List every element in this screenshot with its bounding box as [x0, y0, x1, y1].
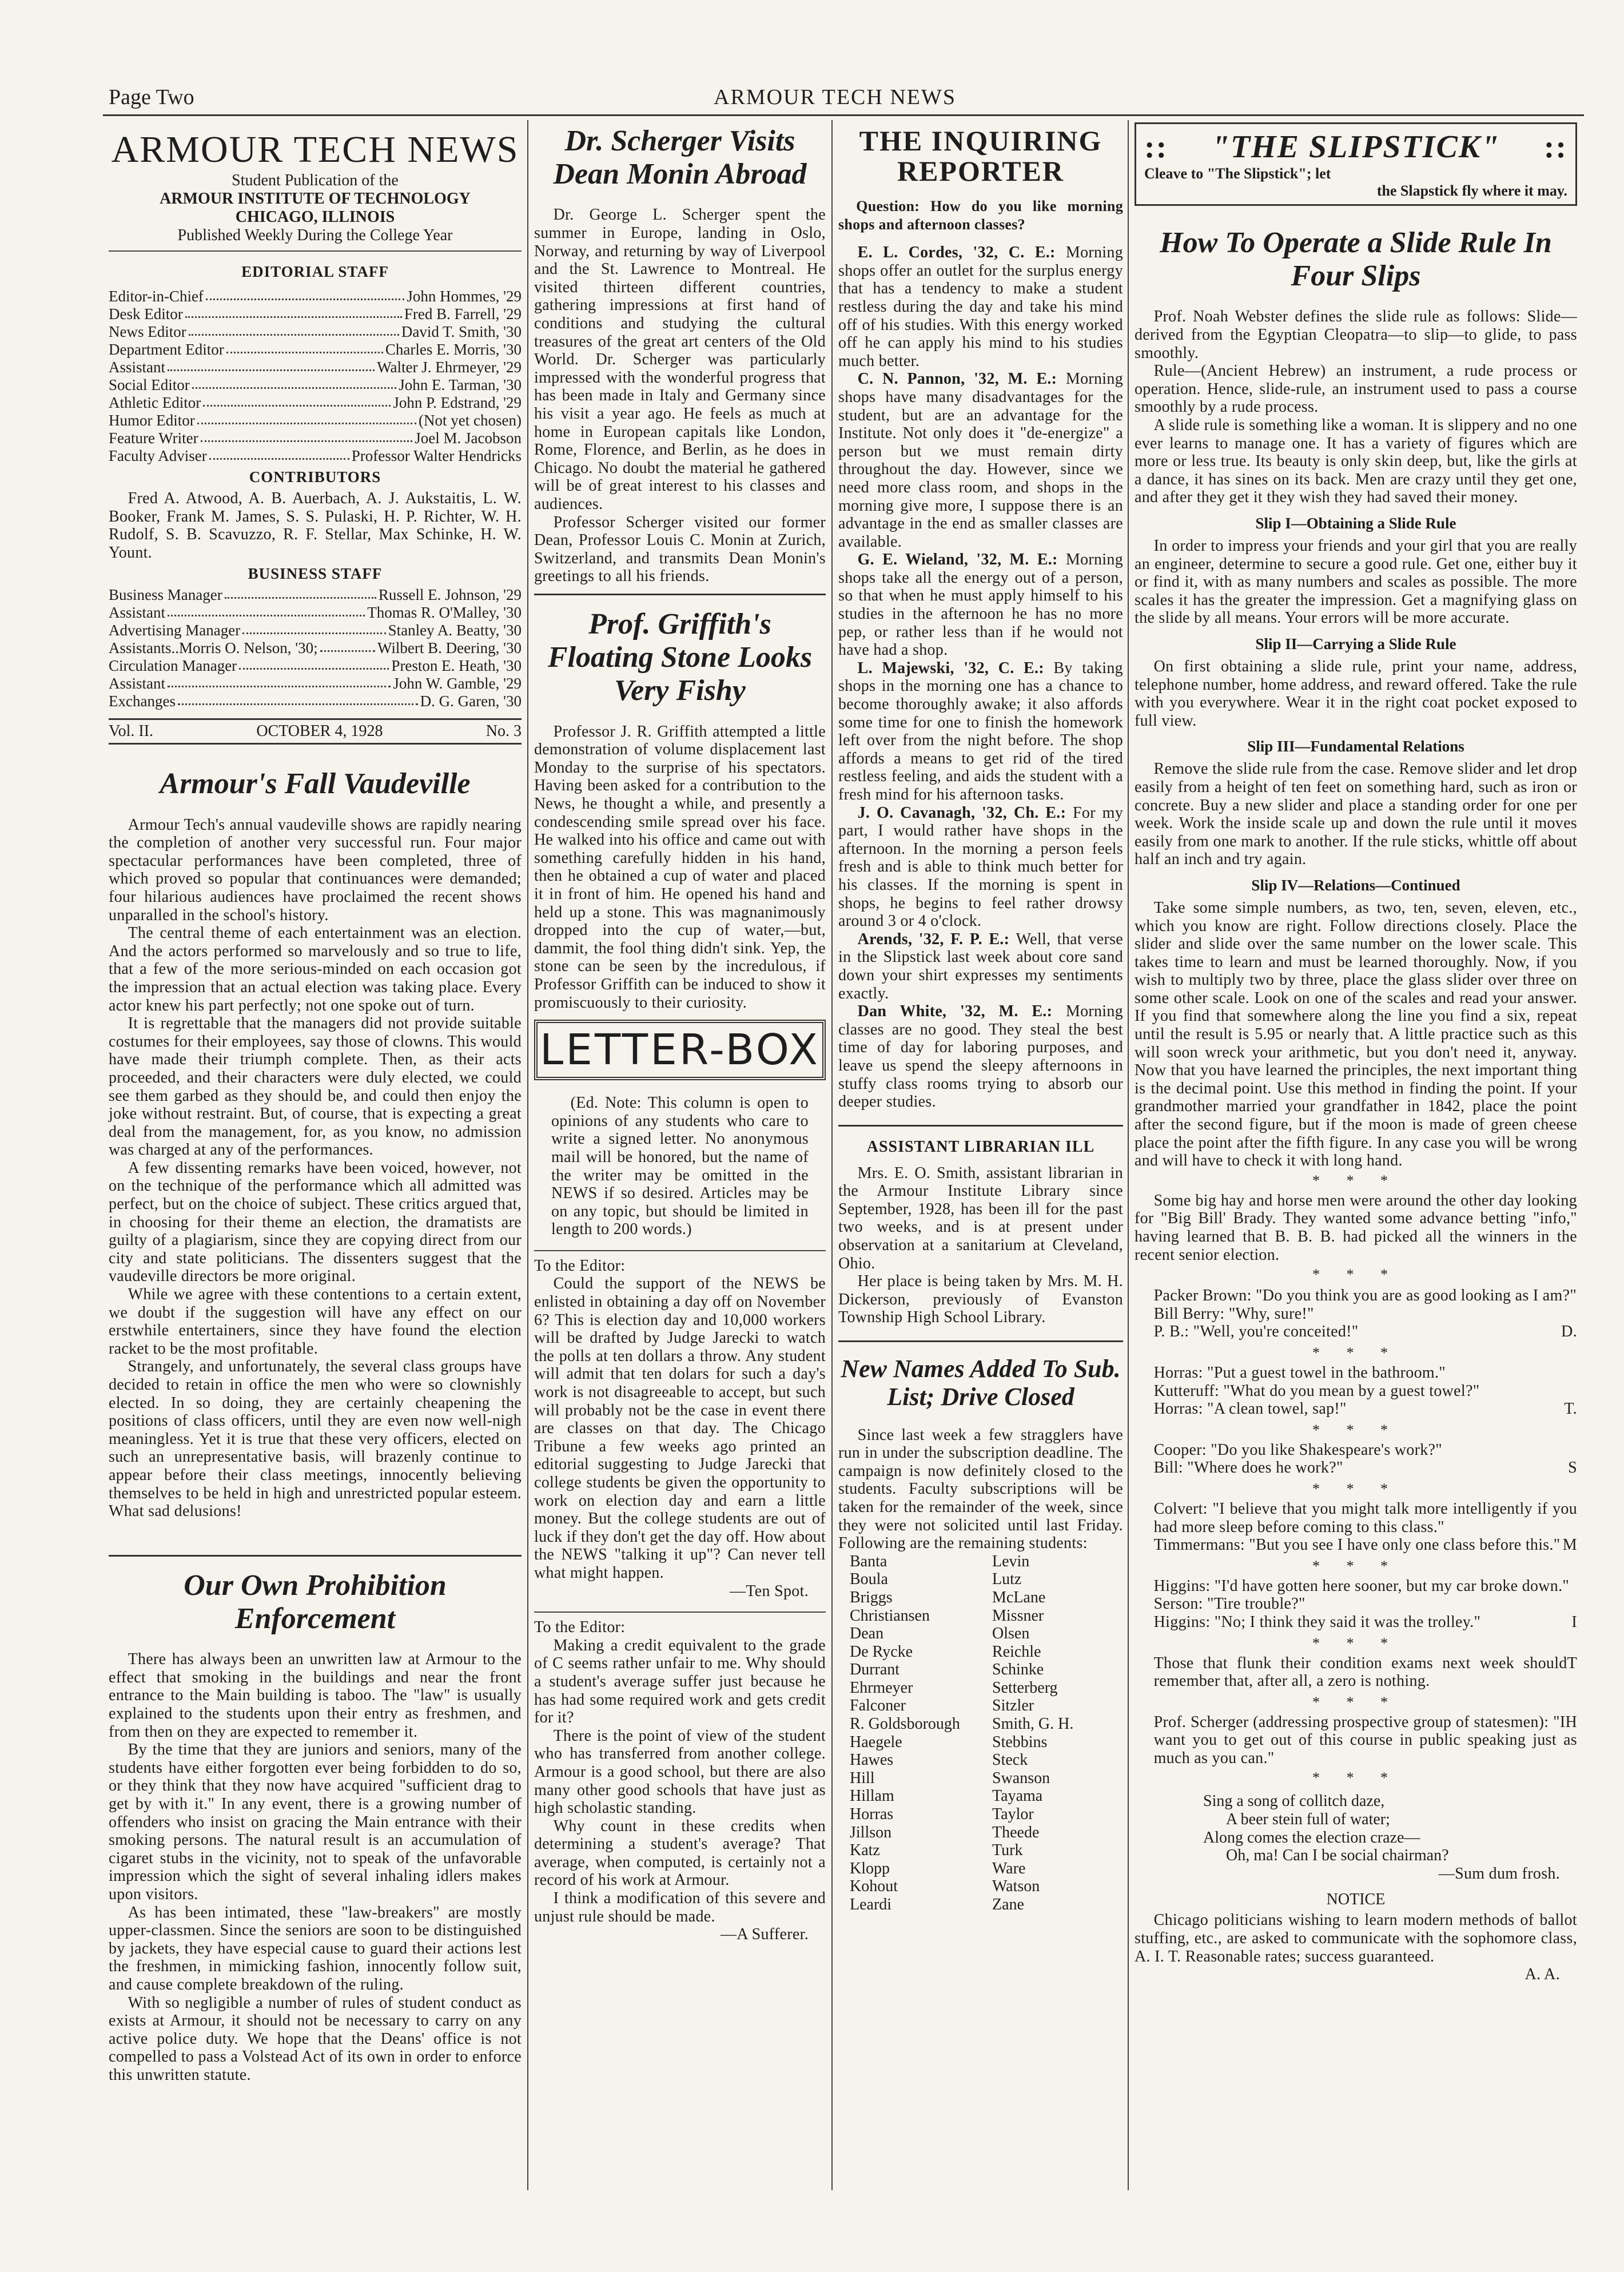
poem-line: A beer stein full of water;: [1226, 1811, 1390, 1829]
paragraph: There is the point of view of the student who has transferred from another college. Armour is a good school, but there are also many other good schools that have just as high scholastic standing.: [534, 1726, 826, 1817]
subscriber-name: Dean: [850, 1625, 884, 1643]
paragraph: Professor Scherger visited our former Dean, Professor Louis C. Monin at Zurich, Switzerland, and transmits Dean Monin's greetings to all his friends.: [534, 513, 826, 586]
issue-date: OCTOBER 4, 1928: [256, 722, 383, 741]
joke-line-text: Horras: "A clean towel, sap!": [1153, 1400, 1347, 1418]
contributors-heading: CONTRIBUTORS: [249, 468, 381, 486]
staff-name: Walter J. Ehrmeyer, '29: [377, 359, 522, 376]
subscriber-name: Watson: [992, 1877, 1040, 1896]
article-headline: Our Own Prohibition Enforcement: [184, 1569, 447, 1635]
subscriber-name: Hillam: [850, 1787, 894, 1805]
joke: [1135, 1287, 1577, 1341]
reporter-question: Question: How do you like morning shops and afternoon classes?: [838, 198, 1123, 233]
joke-initial: M: [1562, 1536, 1577, 1554]
poem-line: Along comes the election craze—: [1203, 1828, 1420, 1847]
letter-signature: —Ten Spot.: [730, 1582, 809, 1600]
staff-name: Professor Walter Hendricks: [351, 447, 522, 464]
motto-line: Cleave to "The Slipstick"; let: [1144, 165, 1331, 182]
slip-2-text: [1135, 658, 1577, 730]
subscriber-name: Tayama: [992, 1787, 1043, 1805]
subheading: Slip II—Carrying a Slide Rule: [1255, 635, 1456, 652]
leader-dots: [320, 639, 375, 652]
staff-role: Assistant: [109, 675, 166, 693]
reporter-answer: [838, 551, 1123, 659]
joke: [1135, 1422, 1577, 1477]
joke-line: Bill Berry: "Why, sure!": [1153, 1304, 1314, 1323]
subscriber-name: Swanson: [992, 1769, 1050, 1787]
joke-line: Horras: "Put a guest towel in the bathroom.": [1153, 1363, 1446, 1382]
paragraph: While we agree with these contentions to a certain extent, we doubt if the suggestion will have any effect on our erstwhile entertainers, since they have found the election racket to be the most profitable.: [109, 1286, 522, 1358]
leader-dots: [189, 323, 399, 336]
joke-initial: D.: [1561, 1323, 1577, 1341]
subscriber-name: Durrant: [850, 1661, 900, 1679]
staff-name: John W. Gamble, '29: [393, 675, 522, 693]
paragraph: Why count in these credits when determining a student's average? That average, when computed, is certainly not a record of his work at Armour.: [534, 1817, 826, 1889]
header-rule: [103, 114, 1584, 116]
staff-row: [109, 586, 522, 604]
paragraph: In order to impress your friends and your girl that you are really an engineer, determine to secure a good rule. Get one, either buy it or find it, with as many numbers and scales as possible. The more scales it has the greater the impression. Get a magnifying glass on the slide by all means. Your errors will be more accurate.: [1135, 537, 1577, 627]
joke: [1135, 1558, 1577, 1632]
article-headline: Prof. Griffith's Floating Stone Looks Very Fishy: [547, 607, 813, 707]
staff-name: D. G. Garen, '30: [420, 693, 522, 710]
subscriber-name: Setterberg: [992, 1678, 1058, 1697]
respondent-name: J. O. Cavanagh, '32, Ch. E.:: [857, 803, 1073, 822]
subscriber-name: Zane: [992, 1896, 1024, 1913]
issue-number: No. 3: [485, 722, 522, 741]
column-4: [1135, 122, 1577, 1984]
paragraph: The central theme of each entertainment was an election. And the actors performed so marvelously and so true to life, that a few of the more serious-minded on each occasion got the impression that an actual election was taking place. Every actor knew his part perfectly; not one spoke out of turn.: [109, 924, 522, 1014]
staff-role: Circulation Manager: [109, 657, 237, 675]
staff-name: Joel M. Jacobson: [415, 429, 522, 447]
joke: [1135, 1694, 1577, 1768]
issue-line: [109, 720, 522, 743]
subscriber-name: Briggs: [850, 1588, 893, 1606]
leader-dots: [168, 359, 375, 371]
paragraph: On first obtaining a slide rule, print your name, address, telephone number, home address, and reward offered. Take the rule with you everywhere. Wear it in the right coat pocket exposed to full view.: [1135, 657, 1577, 730]
column-rule: [527, 120, 528, 2190]
subscriber-name: Leardi: [850, 1896, 892, 1913]
joke-line: [1135, 1654, 1577, 1690]
staff-row: [109, 412, 522, 429]
leader-dots: [192, 376, 397, 389]
paragraph: Armour Tech's annual vaudeville shows are rapidly nearing the completion of another very successful run. Four major spectacular performances have been completed, three of which proved so popular that continuances were demanded; four hilarious audiences have proclaimed the recent shows unparalled in the school's history.: [109, 815, 522, 924]
paragraph: Take some simple numbers, as two, ten, seven, eleven, etc., which you know are right. Follow directions closely. Place the slider and slide over the same number on the lower scale. This takes time to learn and must be learned thoroughly. Now, if you wish to multiply two by three, place the glass slider over three on some other scale. Look on one of the scales and read your answer. If you find that somewhere along the line you find a six, repeat until the result is 5.95 or nearly that. A little practice such as this will soon wreck your arithmetic, but you don't need it, anyway. Now that you have learned the principles, the next important thing is the decimal point. Use this method in finding the point. If your grandmother married your grandfather in 1842, place the point after the second figure, but if the moon is made of green cheese place the point after the fifth figure. In any case you will be wrong and will have to check it with long hand.: [1135, 898, 1577, 1170]
griffith-article: [534, 723, 826, 1012]
joke-line: [1135, 1613, 1577, 1632]
subscriber-name: Levin: [992, 1552, 1030, 1570]
staff-name: John Hommes, '29: [407, 288, 522, 305]
leader-dots: [206, 288, 404, 300]
masthead-line: ARMOUR INSTITUTE OF TECHNOLOGY: [160, 190, 471, 208]
paragraph: There has always been an unwritten law at Armour to the effect that smoking in the buildings and near the front entrance to the Main building is taboo. The "law" is usually explained to the students upon their entry as freshmen, and from then on they are expected to remember it.: [109, 1650, 522, 1741]
joke-line-text: P. B.: "Well, you're conceited!": [1153, 1323, 1359, 1341]
subscriber-name: Boula: [850, 1570, 888, 1589]
paragraph: By the time that they are juniors and seniors, many of the students have either forgotten ever being forbidden to do so, or they think that they now have acquired "sufficient drag to get by with it." In any event, there is a growing number of offenders who insist on gracing the Main entrance with their smoking persons. The natural result is an accumulation of cigaret stubs in the vicinity, not to speak of the unfavorable impression which the sight of several inhaling idlers makes upon visitors.: [109, 1741, 522, 1903]
subscriber-name: Theede: [992, 1823, 1040, 1841]
respondent-name: Arends, '32, F. P. E.:: [857, 930, 1016, 948]
separator: * * *: [1312, 1693, 1399, 1710]
joke-line-text: Bill: "Where does he work?": [1153, 1459, 1343, 1477]
leader-dots: [201, 429, 413, 442]
subscriber-name: Steck: [992, 1751, 1028, 1769]
staff-row: [109, 693, 522, 710]
staff-name: (Not yet chosen): [419, 412, 522, 429]
paragraph: With so negligible a number of rules of student conduct as exists at Armour, it should not be necessary to carry on any active police duty. We hope that the Deans' office is not compelled to pass a Volstead Act of its own in order to enforce this unwritten statute.: [109, 1994, 522, 2084]
reporter-answers: [838, 244, 1123, 1111]
reporter-answer: [838, 1002, 1123, 1111]
joke-line: [1135, 1713, 1577, 1768]
brady-item: [1135, 1192, 1577, 1264]
contributors-list: Fred A. Atwood, A. B. Auerbach, A. J. Aukstaitis, L. W. Booker, Frank M. James, S. S. Pulaski, H. P. Richter, W. H. Rudolf, S. B. Scavuzzo, R. F. Stellar, Max Schinke, H. W. Yount.: [109, 490, 522, 562]
slip-4-text: [1135, 899, 1577, 1170]
joke-initial: T.: [1564, 1400, 1577, 1418]
separator: * * *: [1312, 1266, 1399, 1283]
joke-initial: S: [1568, 1459, 1577, 1477]
subscriber-name: Smith, G. H.: [992, 1715, 1074, 1733]
answer-text: By taking shops in the morning one has a chance to become thoroughly awake; it also affords some time for one to finish the homework left over from the night before. The shop affords a means to get rid of the tired restless feeling, and aids the student with a fresh mind for his afternoon tasks.: [838, 659, 1123, 803]
masthead-line: Published Weekly During the College Year: [177, 226, 453, 244]
article-headline: Dr. Scherger Visits Dean Monin Abroad: [553, 125, 807, 191]
staff-row: [109, 376, 522, 394]
paragraph: As has been intimated, these "law-breakers" are mostly upper-classmen. Since the seniors are soon to be distinguished by jackets, they have especial cause to guard their actions lest the freshmen, in mimicking fashion, innocently follow suit, and cause complete breakdown of the ruling.: [109, 1903, 522, 1994]
names-column-left: [838, 1553, 981, 1914]
answer-text: For my part, I would rather have shops in the afternoon. In the morning a person feels fresh and is able to think much better for his classes. If the morning is spent in shops, he begins to feel rather drowsy around 3 or 4 o'clock.: [838, 803, 1123, 930]
joke-line: Cooper: "Do you like Shakespeare's work?": [1153, 1441, 1443, 1459]
staff-name: Russell E. Johnson, '29: [378, 586, 522, 604]
jokes: [1135, 1287, 1577, 1767]
article-headline: How To Operate a Slide Rule In Four Slips: [1160, 226, 1552, 293]
letter-1: [534, 1275, 826, 1582]
staff-role: Advertising Manager: [109, 622, 241, 639]
reporter-answer: [838, 659, 1123, 804]
subscriber-name: Falconer: [850, 1697, 906, 1715]
poem-line: Sing a song of collitch daze,: [1203, 1792, 1385, 1811]
staff-row: [109, 341, 522, 359]
paragraph: Remove the slide rule from the case. Remove slider and let drop easily from a height of ten feet on something hard, such as iron or concrete. Buy a new slider and place a standing order for one per week. Work the inside scale up and down the rule until it moves easily from one mark to another. If the rule sticks, whittle off about half an inch and try again.: [1135, 760, 1577, 869]
column-1: [109, 122, 522, 2084]
subscriber-name: Katz: [850, 1841, 880, 1860]
article-headline: ASSISTANT LIBRARIAN ILL: [866, 1137, 1095, 1156]
subscriber-name: Hill: [850, 1769, 875, 1787]
paragraph: Making a credit equivalent to the grade of C seems rather unfair to me. Why should a student's average suffer just because he has had some required work and gets credit for it?: [534, 1636, 826, 1727]
paragraph: Strangely, and unfortunately, the several class groups have decided to retain in office the men who were so clownishly elected. In so doing, they are certainly cheapening the positions of class officers, until they are even now well-nigh meaningless. Yet it is true that these very officers, elected on such an unrepresentative basis, will brazenly continue to appear before their class meetings, innocently believing themselves to be held in high and unrestricted popular esteem. What sad delusions!: [109, 1358, 522, 1521]
page-label: Page Two: [109, 85, 194, 109]
joke-line-text: Prof. Scherger (addressing prospective group of statesmen): "I want you to get out of this course in public speaking just as much as you can.": [1153, 1713, 1577, 1767]
subheading: Slip III—Fundamental Relations: [1247, 738, 1464, 755]
paragraph: Since last week a few stragglers have run in under the subscription deadline. The campaign is now definitely closed to the students. Faculty subscriptions will be taken for the remainder of the week, since they were not solicited until last Friday. Following are the remaining students:: [838, 1426, 1123, 1553]
leader-dots: [209, 447, 349, 460]
staff-role: Faculty Adviser: [109, 447, 207, 464]
staff-row: [109, 429, 522, 447]
respondent-name: E. L. Cordes, '32, C. E.:: [857, 244, 1066, 262]
letter-2: [534, 1637, 826, 1926]
joke: [1135, 1635, 1577, 1690]
respondent-name: L. Majewski, '32, C. E.:: [857, 659, 1054, 677]
paragraph: A slide rule is something like a woman. It is slippery and no one ever learns to manage one. It has a variety of figures which are more or less true. Its beauty is only skin deep, but, like the girls at a dance, it has sines on its back. Men are crazy until they get one, and after they get it they wish they had saved their money.: [1135, 416, 1577, 507]
names-column-right: [981, 1553, 1123, 1914]
separator: * * *: [1312, 1634, 1399, 1652]
separator: * * *: [1312, 1769, 1399, 1786]
subscriber-name: Ware: [992, 1859, 1026, 1877]
masthead-line: Student Publication of the: [232, 172, 399, 189]
subscriber-name: R. Goldsborough: [850, 1715, 960, 1733]
staff-name: David T. Smith, '30: [401, 323, 522, 340]
staff-row: [109, 447, 522, 465]
staff-row: [109, 323, 522, 341]
decoration: ::: [1543, 129, 1567, 165]
editorial-staff-heading: EDITORIAL STAFF: [241, 263, 389, 280]
column-rule: [831, 120, 833, 2190]
staff-role: News Editor: [109, 323, 186, 340]
masthead-line: CHICAGO, ILLINOIS: [235, 208, 395, 226]
staff-role: Athletic Editor: [109, 394, 201, 411]
subscriber-name: De Rycke: [850, 1642, 913, 1661]
leader-dots: [178, 693, 418, 705]
subscriber-name: Hawes: [850, 1751, 894, 1769]
respondent-name: Dan White, '32, M. E.:: [857, 1002, 1066, 1021]
reporter-answer: [838, 804, 1123, 930]
letter-signature: —A Sufferer.: [721, 1925, 809, 1944]
salutation: To the Editor:: [534, 1618, 626, 1637]
staff-role: Department Editor: [109, 341, 224, 358]
staff-name: John E. Tarman, '30: [399, 376, 522, 393]
subscriber-name: McLane: [992, 1588, 1046, 1606]
paragraph: I think a modification of this severe and unjust rule should be made.: [534, 1889, 826, 1925]
reporter-answer: [838, 930, 1123, 1002]
paragraph: Her place is being taken by Mrs. M. H. Dickerson, previously of Evanston Township High School Library.: [838, 1272, 1123, 1327]
joke-line-text: Those that flunk their condition exams next week should remember that, after all, a zero is nothing.: [1153, 1654, 1567, 1690]
column-2: [534, 122, 826, 1944]
staff-role: Exchanges: [109, 693, 176, 710]
leader-dots: [239, 657, 389, 670]
separator: * * *: [1312, 1421, 1399, 1438]
joke-line: Serson: "Tire trouble?": [1153, 1595, 1305, 1613]
staff-name: Preston E. Heath, '30: [391, 657, 522, 675]
joke-line: Colvert: "I believe that you might talk more intelligently if you had more sleep before coming to this class.": [1153, 1499, 1577, 1536]
slide-rule-intro: [1135, 308, 1577, 507]
answer-text: Morning classes are no good. They steal the best time of day for laboring purposes, and leave us spend the sleepy afternoons in stuffy class rooms trying to absorb our deeper studies.: [838, 1002, 1123, 1111]
notice-heading: NOTICE: [1326, 1891, 1386, 1909]
separator: * * *: [1312, 1557, 1399, 1574]
subheading: Slip IV—Relations—Continued: [1251, 876, 1460, 894]
leader-dots: [197, 412, 416, 424]
slipstick-motto: [1144, 165, 1567, 200]
staff-row: [109, 639, 522, 657]
running-head: ARMOUR TECH NEWS: [714, 85, 956, 109]
staff-role: Assistant: [109, 604, 166, 622]
subscriber-name: Missner: [992, 1606, 1044, 1625]
paragraph: A few dissenting remarks have been voiced, however, not on the technique of the performance which all admitted was perfect, but on the choice of subject. These critics argued that, in choosing for their theme an election, the dramatists are guilty of a plagiarism, since they are copying direct from our city and state politicians. The dissenters suggest that the vaudeville directors be more original.: [109, 1159, 522, 1286]
subscriber-name: Horras: [850, 1805, 894, 1824]
subscriber-name: Haegele: [850, 1733, 902, 1751]
joke-initial: H: [1565, 1713, 1577, 1731]
letter-box-logo: LETTER-BOX: [534, 1020, 826, 1080]
salutation: To the Editor:: [534, 1256, 626, 1275]
staff-role: Desk Editor: [109, 305, 183, 323]
paragraph: Could the support of the NEWS be enlisted in obtaining a day off on November 6? This is election day and 10,000 workers will be drafted by Judge Jarecki to watch the polls at ten dollars a throw. Any student will admit that ten dolars for such a day's work is not disagreeable to accept, but such will probably not be the case in event there are classes on that day. The Chicago Tribune a few weeks ago printed an editorial suggesting to Judge Jarecki that college students be given the opportunity to work on election day and earn a little money. But the college students are out of luck if they don't get the day off. How about the NEWS "talking it up"? Can never tell what might happen.: [534, 1275, 826, 1582]
prohibition-article: [109, 1650, 522, 2084]
subscriber-name: Schinke: [992, 1661, 1044, 1679]
paragraph: It is regrettable that the managers did not provide suitable costumes for their employees, say those of clowns. This would have made their triumph complete. Then, as their acts proceeded, and their characters were duly elected, we could see them garbed as they should be, and could then enjoy the joke without restraint. But, of course, that is expecting a great deal from the management, for, as you know, no admission was charged at any of the performances.: [109, 1014, 522, 1159]
reporter-answer: [838, 244, 1123, 370]
paragraph: Professor J. R. Griffith attempted a little demonstration of volume displacement last Monday to the surprise of his spectators. Having been asked for a contribution to the News, he thought a while, and presently a condescending smile spread over his face. He walked into his office and came out with something carefully hidden in his hand, then he obtained a cup of water and placed it in front of him. He opened his hand and held up a stone. This was magnanimously dropped into the cup of water,—but, dammit, the fool thing didn't sink. Yep, the stone can be seen by the incredulous, if Professor Griffith can be induced to show it promiscuously to their curiosity.: [534, 722, 826, 1012]
subscriber-name: Sitzler: [992, 1697, 1034, 1715]
reporter-answer: [838, 370, 1123, 551]
joke-line: [1135, 1459, 1577, 1477]
subscriber-name: Turk: [992, 1841, 1023, 1860]
joke-line-text: Timmermans: "But you see I have only one class before this.": [1153, 1536, 1561, 1554]
slipstick-header: [1135, 122, 1577, 206]
subscriber-name: Lutz: [992, 1570, 1022, 1589]
joke-line: Kutteruff: "What do you mean by a guest towel?": [1153, 1382, 1480, 1400]
masthead-title: ARMOUR TECH NEWS: [111, 129, 519, 170]
staff-name: Fred B. Farrell, '29: [404, 305, 522, 323]
staff-row: [109, 305, 522, 323]
business-staff-heading: BUSINESS STAFF: [248, 565, 383, 583]
poem: [1203, 1792, 1577, 1864]
sublist-article: [838, 1426, 1123, 1553]
staff-name: John P. Edstrand, '29: [393, 394, 522, 411]
joke-initial: I: [1571, 1613, 1577, 1631]
subscriber-name: Christiansen: [850, 1606, 930, 1625]
joke-line: Packer Brown: "Do you think you are as good looking as I am?": [1153, 1287, 1577, 1305]
staff-role: Feature Writer: [109, 429, 198, 447]
joke-line: Higgins: "I'd have gotten here sooner, but my car broke down.": [1153, 1577, 1570, 1595]
leader-dots: [225, 586, 376, 599]
paragraph: Chicago politicians wishing to learn modern methods of ballot stuffing, etc., are asked to communicate with the sophomore class, A. I. T. Reasonable rates; success guaranteed.: [1135, 1911, 1577, 1965]
staff-role: Editor-in-Chief: [109, 288, 204, 305]
subscriber-name: Stebbins: [992, 1733, 1048, 1751]
staff-row: [109, 288, 522, 305]
staff-role: Assistant: [109, 359, 166, 376]
answer-text: Morning shops take all the energy out of a person, so that when he must apply himself to his studies in the afternoon he has no more pep, or rather less than if he would not have had a shop.: [838, 551, 1123, 659]
paragraph: Mrs. E. O. Smith, assistant librarian in the Armour Institute Library since September, 1928, has been ill for the past two weeks, and is at present under observation at a sanitarium at Cleveland, Ohio.: [838, 1164, 1123, 1272]
subheading: Slip I—Obtaining a Slide Rule: [1255, 515, 1456, 532]
answer-text: Morning shops have many disadvantages for the student, but are an advantage for the Institute. Not only does it "de-energize" a person but we must remain dirty throughout the day. However, since we need more class room, and shops in the morning give more, I suppose there is an advantage in the end as smaller classes are available.: [838, 370, 1123, 551]
vaudeville-article: [109, 816, 522, 1521]
subscriber-name: Banta: [850, 1552, 887, 1570]
editor-note: [534, 1094, 826, 1239]
leader-dots: [203, 394, 391, 407]
motto-line: the Slapstick fly where it may.: [1376, 182, 1567, 199]
staff-role: Humor Editor: [109, 412, 195, 429]
article-headline: New Names Added To Sub. List; Drive Closed: [841, 1355, 1121, 1411]
paragraph: Dr. George L. Scherger spent the summer in Europe, landing in Oslo, Norway, and returning by way of Liverpool and the St. Lawrence to Montreal. He visited thirteen different countries, gathering impressions at first hand of conditions and studying the cultural treasures of the great art centers of the Old World. Dr. Scherger was particularly impressed with the wonderful progress that has been made in Italy and Germany since his visit a year ago. He feels as much at home in European capitals like London, Rome, Florence, and Berlin, as he does in Chicago. No doubt the material he gathered will be of great interest to his classes and audiences.: [534, 206, 826, 513]
respondent-name: C. N. Pannon, '32, M. E.:: [857, 370, 1066, 388]
leader-dots: [226, 341, 383, 353]
paragraph: Prof. Noah Webster defines the slide rule as follows: Slide—derived from the Egyptian Cleopatra—to slip—to glide, to pass smoothly.: [1135, 308, 1577, 362]
poem-line: Oh, ma! Can I be social chairman?: [1226, 1847, 1449, 1865]
joke-line: [1135, 1536, 1577, 1554]
joke: [1135, 1344, 1577, 1418]
slipstick-title-text: "THE SLIPSTICK": [1211, 129, 1500, 165]
staff-row: [109, 622, 522, 639]
staff-role: Assistants..Morris O. Nelson, '30;: [109, 639, 318, 657]
slip-1-text: [1135, 537, 1577, 627]
subscriber-name: Jillson: [850, 1823, 892, 1841]
joke: [1135, 1481, 1577, 1554]
column-rule: [1128, 120, 1129, 2190]
librarian-article: [838, 1164, 1123, 1327]
staff-row: [109, 657, 522, 675]
subscriber-name: Olsen: [992, 1625, 1030, 1643]
staff-name: Stanley A. Beatty, '30: [388, 622, 522, 639]
leader-dots: [168, 675, 391, 687]
subscriber-names: [838, 1553, 1123, 1914]
notice-signature: A. A.: [1525, 1965, 1560, 1984]
subscriber-name: Kohout: [850, 1877, 898, 1896]
staff-name: Thomas R. O'Malley, '30: [367, 604, 522, 622]
paragraph: (Ed. Note: This column is open to opinions of any students who care to write a signed letter. No anonymous mail will be honored, but the name of the writer may be omitted in the NEWS if so desired. Articles may be on any topic, but should be limited in length to 200 words.): [551, 1094, 809, 1239]
subscriber-name: Reichle: [992, 1642, 1041, 1661]
joke-line: [1135, 1400, 1577, 1418]
slipstick-title: [1144, 129, 1567, 165]
masthead: [109, 128, 522, 245]
poem-signature: —Sum dum frosh.: [1438, 1864, 1560, 1883]
column-title: THE INQUIRING REPORTER: [859, 125, 1102, 187]
subscriber-name: Taylor: [992, 1805, 1034, 1824]
article-headline: Armour's Fall Vaudeville: [160, 767, 471, 801]
separator: * * *: [1312, 1172, 1399, 1189]
separator: * * *: [1312, 1480, 1399, 1497]
column-3: [838, 122, 1123, 1914]
paragraph: Some big hay and horse men were around the other day looking for "Big Bill' Brady. They wanted some advance betting "info," having learned that B. B. B. had picked all the winners in the recent senior election.: [1135, 1191, 1577, 1264]
leader-dots: [242, 622, 385, 634]
staff-name: Charles E. Morris, '30: [385, 341, 522, 358]
staff-role: Business Manager: [109, 586, 222, 604]
staff-row: [109, 675, 522, 693]
scherger-article: [534, 206, 826, 585]
staff-row: [109, 394, 522, 412]
subscriber-name: Klopp: [850, 1859, 890, 1877]
volume: Vol. II.: [109, 722, 154, 741]
respondent-name: G. E. Wieland, '32, M. E.:: [857, 551, 1066, 569]
leader-dots: [168, 604, 365, 616]
paragraph: Rule—(Ancient Hebrew) an instrument, a rude process or operation. Hence, slide-rule, an instrument used to pass a course smoothly by a rude process.: [1135, 362, 1577, 416]
notice-text: [1135, 1911, 1577, 1965]
answer-text: Morning shops offer an outlet for the surplus energy that has a tendency to make a student restless during the day and take his mind off of his studies. With this energy worked off he can apply his mind to his studies much better.: [838, 244, 1123, 370]
decoration: ::: [1144, 129, 1168, 165]
joke-line-text: Higgins: "No; I think they said it was the trolley.": [1153, 1613, 1481, 1631]
answer-text: Well, that verse in the Slipstick last week about core sand down your shirt expresses my sentiments exactly.: [838, 930, 1123, 1002]
joke-initial: T: [1567, 1654, 1577, 1672]
editorial-staff-list: [109, 288, 522, 465]
joke-line: [1135, 1323, 1577, 1341]
leader-dots: [185, 305, 402, 318]
slip-3-text: [1135, 760, 1577, 869]
staff-row: [109, 604, 522, 622]
subscriber-name: Ehrmeyer: [850, 1678, 913, 1697]
staff-role: Social Editor: [109, 376, 190, 393]
staff-name: Wilbert B. Deering, '30: [377, 639, 522, 657]
separator: * * *: [1312, 1344, 1399, 1361]
staff-row: [109, 359, 522, 376]
business-staff-list: [109, 586, 522, 710]
